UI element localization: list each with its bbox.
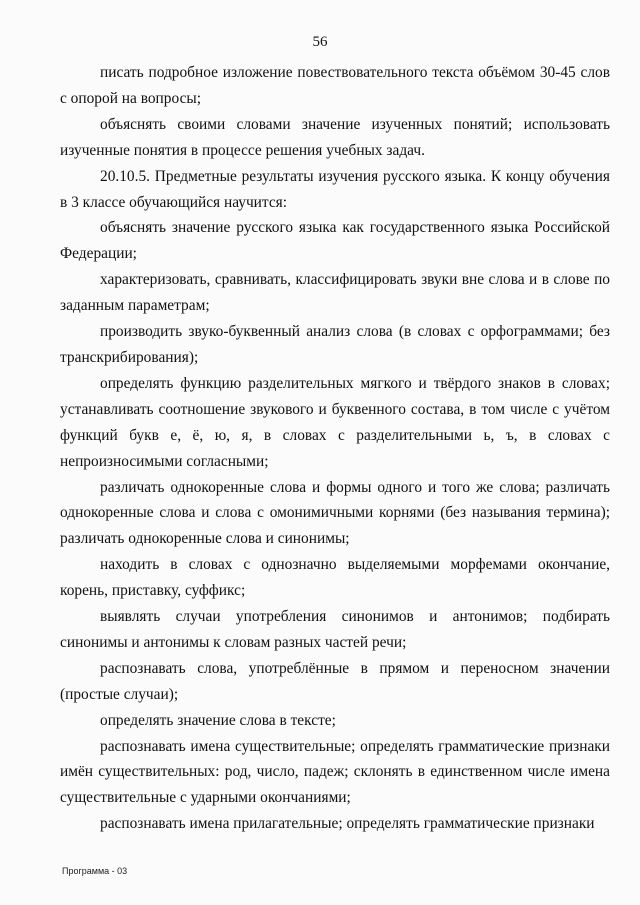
paragraph: распознавать слова, употреблённые в прямом и переносном значении (простые случаи); (60, 659, 610, 703)
paragraph: определять функцию разделительных мягкого и твёрдого знаков в словах; устанавливать соотношение звукового и буквенного состава, в том числе с учётом функций букв е, ё, ю, я, в словах с разделительными ь, ъ, в словах с непроизносимыми согласными; (60, 374, 610, 470)
paragraph: объяснять значение русского языка как государственного языка Российской Федерации; (60, 219, 610, 263)
paragraph: производить звуко-буквенный анализ слова (в словах с орфограммами; без транскрибирования); (60, 323, 610, 366)
paragraph: распознавать имена прилагательные; определять грамматические признаки (100, 815, 595, 833)
paragraph: характеризовать, сравнивать, классифицировать звуки вне слова и в слове по заданным параметрам; (60, 271, 610, 315)
section-heading-paragraph: 20.10.5. Предметные результаты изучения русского языка. К концу обучения в 3 классе обучающийся научится: (60, 167, 610, 211)
page-number: 56 (312, 34, 328, 50)
document-body (60, 60, 610, 837)
paragraph: различать однокоренные слова и формы одного и того же слова; различать однокоренные слова и слова с омонимичными корнями (без называния термина); различать однокоренные слова и синонимы; (60, 478, 610, 548)
paragraph: находить в словах с однозначно выделяемыми морфемами окончание, корень, приставку, суффикс; (60, 556, 610, 600)
footer-label: Программа - 03 (62, 866, 128, 876)
paragraph: распознавать имена существительные; определять грамматические признаки имён существительных: род, число, падеж; склонять в единственном числе имена существительные с ударными окончаниями; (60, 737, 610, 807)
paragraph: выявлять случаи употребления синонимов и антонимов; подбирать синонимы и антонимы к словам разных частей речи; (60, 608, 610, 651)
paragraph: определять значение слова в тексте; (100, 711, 336, 729)
paragraph: писать подробное изложение повествовательного текста объёмом 30-45 слов с опорой на вопросы; (60, 64, 610, 107)
paragraph: объяснять своими словами значение изученных понятий; использовать изученные понятия в процессе решения учебных задач. (60, 115, 610, 159)
